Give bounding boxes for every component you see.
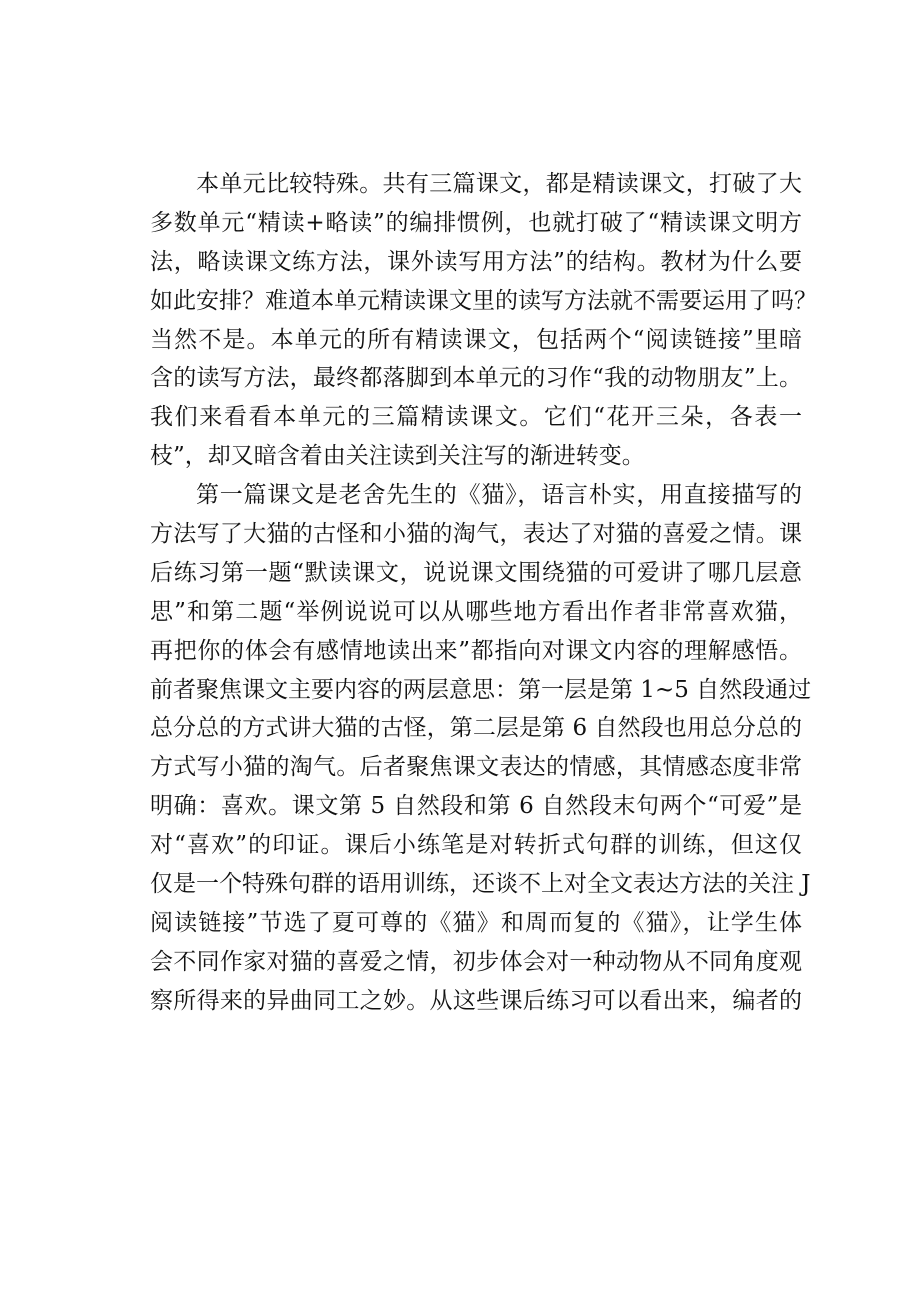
text-line: 含的读写方法，最终都落脚到本单元的习作“我的动物朋友”上。 (150, 365, 802, 392)
text-line: 会不同作家对猫的喜爱之情，初步体会对一种动物从不同角度观 (150, 948, 802, 975)
text-line: 阅读链接”节选了夏可尊的《猫》和周而复的《猫》，让学生体 (150, 909, 802, 936)
paragraph-1 (150, 165, 817, 476)
text-line: 前者聚焦课文主要内容的两层意思：第一层是第 1~5 自然段通过 (150, 676, 812, 703)
paragraph-2 (150, 476, 812, 1020)
text-line: 当然不是。本单元的所有精读课文，包括两个“阅读链接”里暗 (150, 326, 802, 353)
text-line: 总分总的方式讲大猫的古怪，第二层是第 6 自然段也用总分总的 (150, 715, 802, 742)
text-line: 我们来看看本单元的三篇精读课文。它们“花开三朵，各表一 (150, 404, 802, 431)
text-line: 多数单元“精读+略读”的编排惯例，也就打破了“精读课文明方 (150, 209, 802, 236)
document-body (150, 165, 817, 1021)
text-line: 察所得来的异曲同工之妙。从这些课后练习可以看出来，编者的 (150, 987, 802, 1014)
text-line: 思”和第二题“举例说说可以从哪些地方看出作者非常喜欢猫， (150, 598, 802, 625)
text-line: 方法写了大猫的古怪和小猫的淘气，表达了对猫的喜爱之情。课 (150, 521, 802, 548)
text-line: 再把你的体会有感情地读出来”都指向对课文内容的理解感悟。 (150, 637, 802, 664)
text-line: 后练习第一题“默读课文，说说课文围绕猫的可爱讲了哪几层意 (150, 559, 802, 586)
text-line: 方式写小猫的淘气。后者聚焦课文表达的情感，其情感态度非常 (150, 754, 802, 781)
text-line: 仅是一个特殊句群的语用训练，还谈不上对全文表达方法的关注 J (150, 871, 811, 898)
text-line: 如此安排？难道本单元精读课文里的读写方法就不需要运用了吗？ (150, 287, 817, 314)
text-line: 第一篇课文是老舍先生的《猫》，语言朴实，用直接描写的 (196, 482, 802, 509)
text-line: 法，略读课文练方法，课外读写用方法”的结构。教材为什么要 (150, 248, 802, 275)
text-line: 明确：喜欢。课文第 5 自然段和第 6 自然段末句两个“可爱”是 (150, 793, 802, 820)
text-line: 对“喜欢”的印证。课后小练笔是对转折式句群的训练，但这仅 (150, 832, 802, 859)
text-line: 枝”，却又暗含着由关注读到关注写的渐进转变。 (150, 443, 645, 470)
text-line: 本单元比较特殊。共有三篇课文，都是精读课文，打破了大 (196, 171, 802, 197)
